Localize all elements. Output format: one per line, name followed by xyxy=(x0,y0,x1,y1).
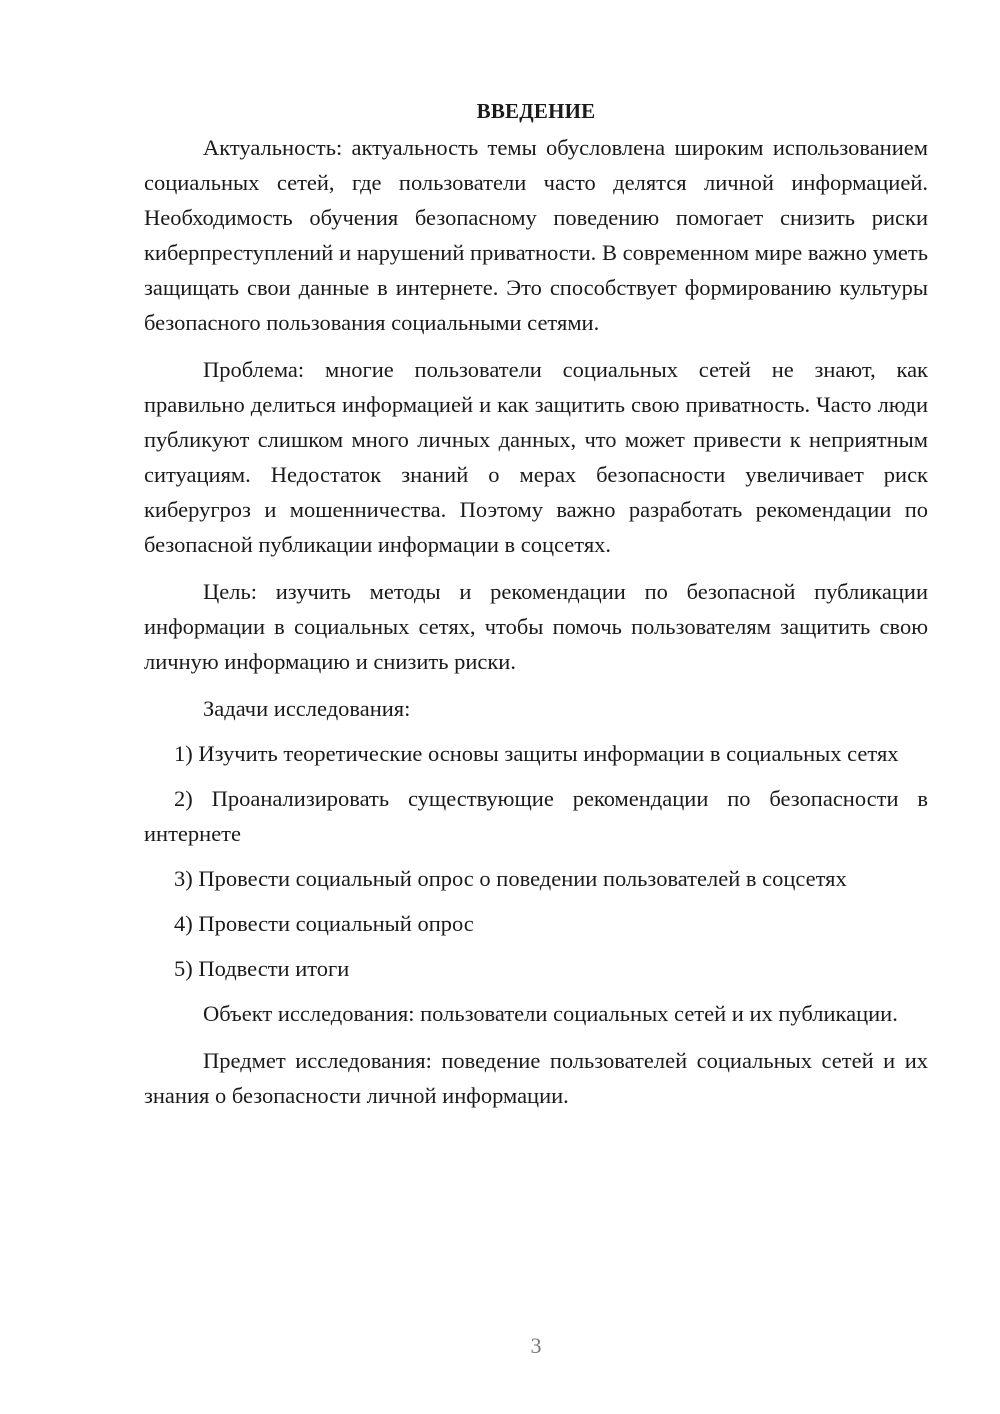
object-paragraph: Объект исследования: пользователи социальных сетей и их публикации. xyxy=(203,1001,898,1026)
task-item-3: 3) Провести социальный опрос о поведении пользователей в соцсетях xyxy=(174,866,847,891)
relevance-paragraph: Актуальность: актуальность темы обусловлена широким использованием социальных сетей, где пользователи часто делятся личной информацией. Необходимость обучения безопасному поведению помогает снизить риски киберпреступлений и нарушений приватности. В современном мире важно уметь защищать свои данные в интернете. Это способствует формированию культуры безопасного пользования социальными сетями. xyxy=(144,135,928,335)
goal-paragraph: Цель: изучить методы и рекомендации по безопасной публикации информации в социальных сетях, чтобы помочь пользователям защитить свою личную информацию и снизить риски. xyxy=(144,579,928,674)
page-number: 3 xyxy=(530,1333,542,1358)
task-item-2: 2) Проанализировать существующие рекомендации по безопасности в интернете xyxy=(144,786,928,846)
subject-paragraph: Предмет исследования: поведение пользователей социальных сетей и их знания о безопасности личной информации. xyxy=(144,1048,928,1108)
task-item-5: 5) Подвести итоги xyxy=(174,956,350,981)
problem-paragraph: Проблема: многие пользователи социальных сетей не знают, как правильно делиться информацией и как защитить свою приватность. Часто люди публикуют слишком много личных данных, что может привести к неприятным ситуациям. Недостаток знаний о мерах безопасности увеличивает риск киберугроз и мошенничества. Поэтому важно разработать рекомендации по безопасной публикации информации в соцсетях. xyxy=(144,357,928,557)
task-item-4: 4) Провести социальный опрос xyxy=(174,911,474,936)
tasks-heading: Задачи исследования: xyxy=(203,696,411,721)
section-heading: ВВЕДЕНИЕ xyxy=(476,99,596,123)
page-content xyxy=(144,96,928,1125)
task-item-1: 1) Изучить теоретические основы защиты информации в социальных сетях xyxy=(174,741,899,766)
